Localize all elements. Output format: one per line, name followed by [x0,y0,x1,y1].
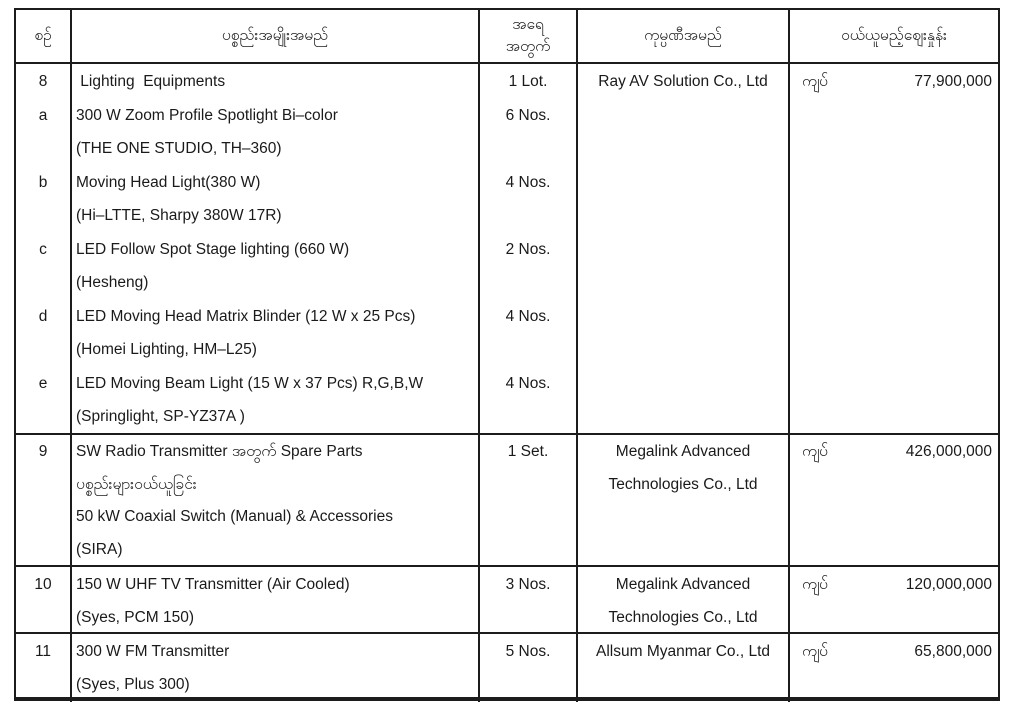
company-line: Ray AV Solution Co., Ltd [598,73,768,90]
no-line [16,400,70,433]
quantity-line: 4 Nos. [505,173,551,191]
price-amount: 120,000,000 [905,576,992,593]
quantity-line: 2 Nos. [505,240,551,258]
company-cell [578,634,790,702]
no-line [16,266,70,300]
company-line: Megalink Advanced [615,576,751,593]
table-row-11 [16,634,998,702]
no-line: 8 [38,73,48,90]
no-line: 10 [34,576,52,593]
procurement-table [14,8,1000,701]
no-cell [16,435,72,565]
currency-label: ကျပ် [802,643,828,660]
header-company-name: ကုမ္ပဏီအမည် [578,10,790,62]
header-item-name: ပစ္စည်းအမျိုးအမည် [72,10,480,62]
price-cell [790,567,998,632]
item-line: LED Follow Spot Stage lighting (660 W) [76,240,350,258]
header-quantity [480,10,578,62]
quantity-cell [480,64,578,433]
item-line: (THE ONE STUDIO, TH–360) [76,140,282,157]
item-cell [72,567,480,632]
no-line: b [38,173,48,191]
quantity-line: 1 Lot. [508,73,548,90]
quantity-cell [480,435,578,565]
no-line: a [38,106,48,124]
item-cell [72,64,480,433]
price-amount: 65,800,000 [914,643,992,660]
item-line: (Homei Lighting, HM–L25) [76,341,257,358]
item-line: 300 W Zoom Profile Spotlight Bi–color [76,106,338,124]
no-line [16,333,70,367]
no-line [16,132,70,166]
currency-label: ကျပ် [802,73,828,90]
price-cell [790,64,998,433]
item-line: Lighting Equipments [76,73,226,90]
table-row-8 [16,64,998,435]
no-line: e [38,374,48,392]
quantity-line [480,132,576,166]
price-amount: 426,000,000 [905,443,992,460]
quantity-line: 3 Nos. [505,576,551,593]
item-line: LED Moving Beam Light (15 W x 37 Pcs) R,G,B,W [76,374,424,392]
item-cell [72,435,480,565]
company-cell [578,64,790,433]
item-line: ပစ္စည်းများဝယ်ယူခြင်း [76,475,197,493]
quantity-line [480,333,576,367]
quantity-line: 6 Nos. [505,106,551,124]
currency-label: ကျပ် [802,576,828,593]
quantity-line: 4 Nos. [505,374,551,392]
item-line: (Syes, Plus 300) [76,676,190,693]
item-line: (Syes, PCM 150) [76,609,195,626]
table-header-row [16,10,998,64]
company-cell [578,567,790,632]
quantity-cell [480,567,578,632]
item-line: (Hesheng) [76,274,149,291]
item-line: SW Radio Transmitter အတွက် Spare Parts [76,443,363,460]
table-row-10 [16,567,998,634]
no-cell [16,64,72,433]
company-line: Technologies Co., Ltd [608,609,758,626]
no-line: d [38,307,48,325]
quantity-line [480,266,576,300]
price-cell [790,435,998,565]
quantity-line: 5 Nos. [505,643,551,660]
item-line: (Springlight, SP-YZ37A ) [76,408,245,425]
item-line: (SIRA) [76,540,123,558]
header-no: စဉ် [16,10,72,62]
item-line: 50 kW Coaxial Switch (Manual) & Accessories [76,508,394,525]
header-purchase-price: ဝယ်ယူမည့်ဈေးနှုန်း [841,27,947,44]
item-line: 300 W FM Transmitter [76,643,230,660]
quantity-line [480,400,576,433]
price-amount: 77,900,000 [914,73,992,90]
no-line [16,199,70,233]
no-line: c [39,240,47,258]
company-line: Allsum Myanmar Co., Ltd [596,643,770,660]
no-cell [16,567,72,632]
company-line: Megalink Advanced [615,443,751,460]
quantity-line [480,199,576,233]
company-cell [578,435,790,565]
quantity-line: 1 Set. [507,443,549,460]
no-cell [16,634,72,702]
item-line: Moving Head Light(380 W) [76,173,261,191]
quantity-line: 4 Nos. [505,307,551,325]
currency-label: ကျပ် [802,443,828,460]
header-quantity-line2: အတွက် [505,38,551,55]
table-row-9 [16,435,998,567]
item-cell [72,634,480,702]
no-line: 9 [38,443,48,460]
item-line: (Hi–LTTE, Sharpy 380W 17R) [76,207,282,224]
no-line: 11 [34,643,52,660]
item-line: 150 W UHF TV Transmitter (Air Cooled) [76,576,350,593]
quantity-cell [480,634,578,702]
price-cell [790,634,998,702]
header-quantity-line1: အရေ [512,16,544,33]
item-line: LED Moving Head Matrix Blinder (12 W x 25 Pcs) [76,307,416,325]
company-line: Technologies Co., Ltd [608,475,758,493]
